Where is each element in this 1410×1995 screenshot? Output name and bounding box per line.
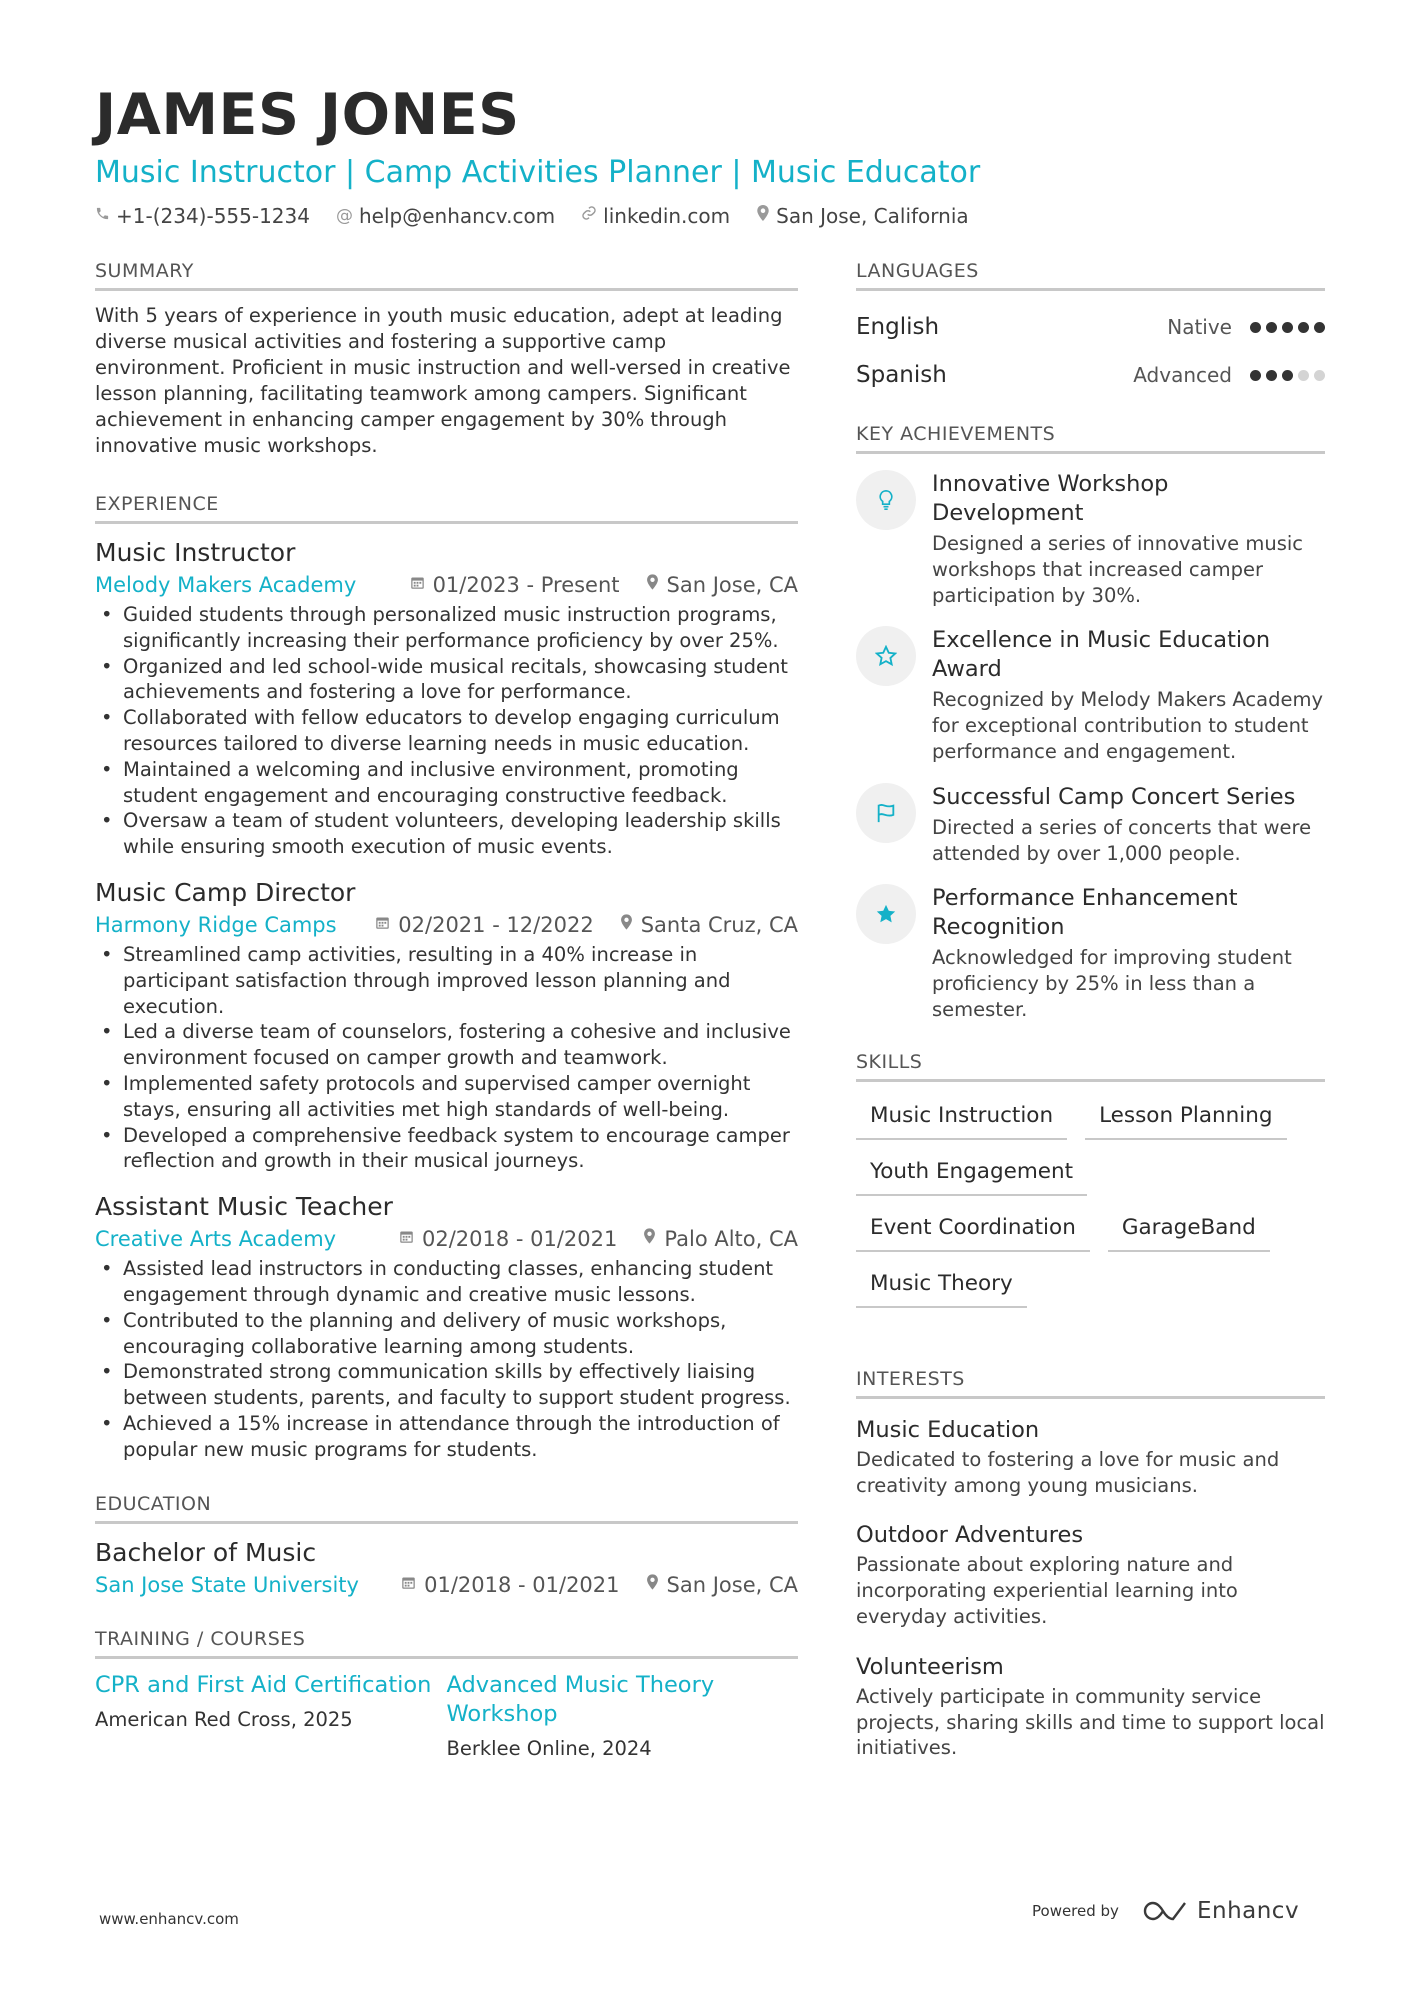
- rating-dot: [1266, 322, 1277, 333]
- phone-icon: [95, 202, 110, 230]
- course-entry: [95, 1671, 447, 1763]
- job-bullet: • Streamlined camp activities, resulting in a 40% increase in participant satisfaction through improved lesson planning and execution.: [123, 942, 798, 1019]
- experience-title: EXPERIENCE: [95, 491, 798, 524]
- job-dates: [410, 570, 620, 600]
- company-name: Harmony Ridge Camps: [95, 912, 337, 937]
- course-org: American Red Cross, 2025: [95, 1707, 353, 1731]
- job-title: Music Instructor: [95, 538, 296, 567]
- job-meta: [95, 570, 798, 600]
- rating-dot: [1250, 322, 1261, 333]
- star-filled-icon: [856, 884, 916, 944]
- job-bullet: • Assisted lead instructors in conducting classes, enhancing student engagement through dynamic and creative music lessons.: [123, 1256, 798, 1308]
- achievement-entry: [856, 783, 1325, 867]
- summary-text: With 5 years of experience in youth music education, adept at leading diverse musical activities and fostering a supportive camp environment. Proficient in music instruction and well-versed in creative lesson planning, facilitating teamwork among campers. Significant achievement in enhancing camper engagement by 30% through innovative music workshops.: [95, 304, 791, 457]
- headline: Music Instructor | Camp Activities Planner | Music Educator: [95, 155, 981, 190]
- calendar-icon: [401, 1570, 416, 1600]
- language-rating: [1250, 322, 1325, 333]
- job-entry: [95, 1190, 798, 1462]
- interest-title: Outdoor Adventures: [856, 1522, 1084, 1549]
- training-title: TRAINING / COURSES: [95, 1626, 798, 1659]
- job-location: [646, 570, 798, 600]
- job-location: [643, 1224, 798, 1254]
- location-text: San Jose, California: [776, 204, 969, 228]
- job-bullet: • Maintained a welcoming and inclusive environment, promoting student engagement and encouraging constructive feedback.: [123, 757, 798, 809]
- languages-list: [856, 303, 1325, 399]
- company-name: Creative Arts Academy: [95, 1227, 337, 1252]
- right-column: [856, 258, 1325, 1783]
- education-dates: [401, 1570, 619, 1600]
- contact-phone[interactable]: [95, 202, 310, 230]
- achievement-entry: [856, 884, 1325, 1022]
- achievement-title: Innovative Workshop Development: [932, 471, 1169, 526]
- job-location-text: San Jose, CA: [666, 573, 798, 597]
- calendar-icon: [410, 570, 425, 600]
- brand-name: Enhancv: [1196, 1898, 1300, 1924]
- job-bullet: • Led a diverse team of counselors, fostering a cohesive and inclusive environment focused on camper growth and teamwork.: [123, 1019, 798, 1071]
- job-entry: [95, 876, 798, 1174]
- left-column: [95, 258, 798, 1763]
- achievements-list: [856, 470, 1325, 1023]
- course-title: Advanced Music Theory Workshop: [446, 1671, 715, 1727]
- language-level: Advanced: [1133, 363, 1232, 387]
- job-dates: [399, 1224, 617, 1254]
- job-entry: [95, 536, 798, 860]
- interests-list: [856, 1415, 1325, 1761]
- achievement-title: Performance Enhancement Recognition: [932, 885, 1238, 941]
- job-bullet: • Organized and led school-wide musical recitals, showcasing student achievements and fostering a love for performance.: [123, 654, 798, 706]
- contact-linkedin[interactable]: [581, 202, 730, 230]
- job-location-text: Santa Cruz, CA: [640, 912, 798, 937]
- job-dates: [375, 910, 593, 940]
- job-bullets: [95, 602, 798, 860]
- job-bullets: [95, 942, 798, 1174]
- interest-desc: Actively participate in community service projects, sharing skills and time to support local initiatives.: [856, 1684, 1325, 1760]
- interest-entry: [856, 1652, 1325, 1761]
- contact-row: [95, 202, 1325, 230]
- linkedin-text: linkedin.com: [603, 204, 731, 228]
- rating-dot: [1250, 370, 1261, 381]
- job-dates-text: 01/2023 - Present: [432, 573, 620, 597]
- school-name: San Jose State University: [95, 1572, 359, 1597]
- education-location: [646, 1570, 798, 1600]
- degree: Bachelor of Music: [95, 1537, 317, 1567]
- job-meta: [95, 1224, 798, 1254]
- job-bullet: • Guided students through personalized music instruction programs, significantly increasing their performance proficiency by over 25%.: [123, 602, 798, 654]
- education-meta: [95, 1570, 798, 1600]
- rating-dot: [1282, 370, 1293, 381]
- location-pin-icon: [643, 1224, 656, 1254]
- interest-entry: [856, 1520, 1325, 1629]
- education-dates-text: 01/2018 - 01/2021: [424, 1572, 620, 1597]
- job-dates-text: 02/2018 - 01/2021: [421, 1227, 618, 1252]
- achievement-desc: Acknowledged for improving student proficiency by 25% in less than a semester.: [932, 946, 1292, 1021]
- achievement-desc: Directed a series of concerts that were attended by over 1,000 people.: [932, 815, 1312, 865]
- job-bullets: [95, 1256, 798, 1462]
- powered-by-label: Powered by: [1032, 1902, 1119, 1920]
- phone-text: +1-(234)-555-1234: [116, 204, 310, 228]
- achievement-title: Excellence in Music Education Award: [932, 627, 1271, 683]
- course-title: CPR and First Aid Certification: [95, 1671, 432, 1698]
- rating-dot: [1266, 370, 1277, 381]
- course-org: Berklee Online, 2024: [446, 1736, 652, 1760]
- rating-dot: [1282, 322, 1293, 333]
- language-row: [856, 303, 1325, 351]
- languages-title: LANGUAGES: [856, 258, 1325, 291]
- experience-list: [95, 536, 798, 1463]
- job-title: Assistant Music Teacher: [95, 1192, 393, 1222]
- job-bullet: • Oversaw a team of student volunteers, developing leadership skills while ensuring smooth execution of music events.: [123, 808, 798, 860]
- interest-desc: Passionate about exploring nature and incorporating experiential learning into everyday activities.: [856, 1553, 1238, 1628]
- interest-title: Volunteerism: [856, 1653, 1004, 1680]
- location-pin-icon: [646, 570, 659, 600]
- job-bullet: • Achieved a 15% increase in attendance through the introduction of popular new music programs for students.: [123, 1411, 798, 1463]
- achievement-title: Successful Camp Concert Series: [932, 783, 1296, 810]
- location-pin-icon: [756, 202, 770, 230]
- resume-page: [95, 80, 1325, 1760]
- job-bullet: • Contributed to the planning and delivery of music workshops, encouraging collaborative learning among students.: [123, 1308, 798, 1360]
- company-name: Melody Makers Academy: [95, 573, 357, 597]
- rating-dot: [1298, 370, 1309, 381]
- course-entry: [447, 1671, 799, 1763]
- interest-desc: Dedicated to fostering a love for music and creativity among young musicians.: [856, 1447, 1280, 1497]
- job-bullet: • Demonstrated strong communication skills by effectively liaising between students, parents, and faculty to support student progress.: [123, 1359, 798, 1411]
- skill-tag: Event Coordination: [856, 1210, 1090, 1252]
- calendar-icon: [399, 1224, 414, 1254]
- skill-tag: GarageBand: [1108, 1210, 1270, 1252]
- interest-title: Music Education: [856, 1416, 1040, 1443]
- at-icon: @: [335, 206, 353, 226]
- link-icon: [581, 202, 597, 230]
- skills-list: [856, 1098, 1325, 1308]
- email-text: help@enhancv.com: [358, 204, 556, 228]
- language-name: English: [856, 314, 940, 340]
- location-pin-icon: [620, 910, 633, 940]
- job-bullet: • Collaborated with fellow educators to develop engaging curriculum resources tailored to diverse learning needs in music education.: [123, 705, 798, 757]
- education-entry: [95, 1536, 798, 1600]
- language-rating: [1250, 370, 1325, 381]
- job-bullet: • Developed a comprehensive feedback system to encourage camper reflection and growth in their musical journeys.: [123, 1123, 798, 1175]
- contact-location: [756, 202, 969, 230]
- education-location-text: San Jose, CA: [666, 1572, 798, 1597]
- achievement-desc: Recognized by Melody Makers Academy for exceptional contribution to student performance and engagement.: [932, 688, 1324, 763]
- job-location: [620, 910, 798, 940]
- footer-branding: [1032, 1898, 1299, 1924]
- achievement-desc: Designed a series of innovative music workshops that increased camper participation by 30%.: [932, 532, 1303, 607]
- lightbulb-icon: [856, 470, 916, 530]
- interests-title: INTERESTS: [856, 1366, 1325, 1399]
- job-dates-text: 02/2021 - 12/2022: [398, 912, 594, 937]
- achievement-entry: [856, 470, 1325, 608]
- job-meta: [95, 910, 798, 940]
- job-title: Music Camp Director: [95, 877, 356, 907]
- calendar-icon: [375, 910, 390, 940]
- rating-dot: [1314, 322, 1325, 333]
- skill-tag: Music Theory: [856, 1266, 1027, 1308]
- footer-website[interactable]: www.enhancv.com: [99, 1910, 239, 1928]
- skill-tag: Lesson Planning: [1085, 1098, 1286, 1140]
- language-level: Native: [1167, 315, 1232, 339]
- enhancv-logo[interactable]: [1143, 1898, 1299, 1924]
- language-name: Spanish: [856, 362, 947, 388]
- rating-dot: [1298, 322, 1309, 333]
- job-bullet: • Implemented safety protocols and supervised camper overnight stays, ensuring all activities met high standards of well-being.: [123, 1071, 798, 1123]
- achievements-title: KEY ACHIEVEMENTS: [856, 421, 1325, 454]
- skill-tag: Youth Engagement: [856, 1154, 1087, 1196]
- courses-list: [95, 1671, 798, 1763]
- contact-email[interactable]: [336, 202, 555, 230]
- skills-title: SKILLS: [856, 1049, 1325, 1082]
- rating-dot: [1314, 370, 1325, 381]
- candidate-name: JAMES JONES: [95, 82, 520, 148]
- summary-title: SUMMARY: [95, 258, 798, 291]
- job-location-text: Palo Alto, CA: [664, 1227, 798, 1252]
- skill-tag: Music Instruction: [856, 1098, 1067, 1140]
- flag-icon: [856, 783, 916, 843]
- star-outline-icon: [856, 626, 916, 686]
- location-pin-icon: [646, 1570, 659, 1600]
- education-title: EDUCATION: [95, 1491, 798, 1524]
- enhancv-logo-icon: [1143, 1900, 1189, 1922]
- language-row: [856, 351, 1325, 399]
- achievement-entry: [856, 626, 1325, 764]
- interest-entry: [856, 1415, 1325, 1499]
